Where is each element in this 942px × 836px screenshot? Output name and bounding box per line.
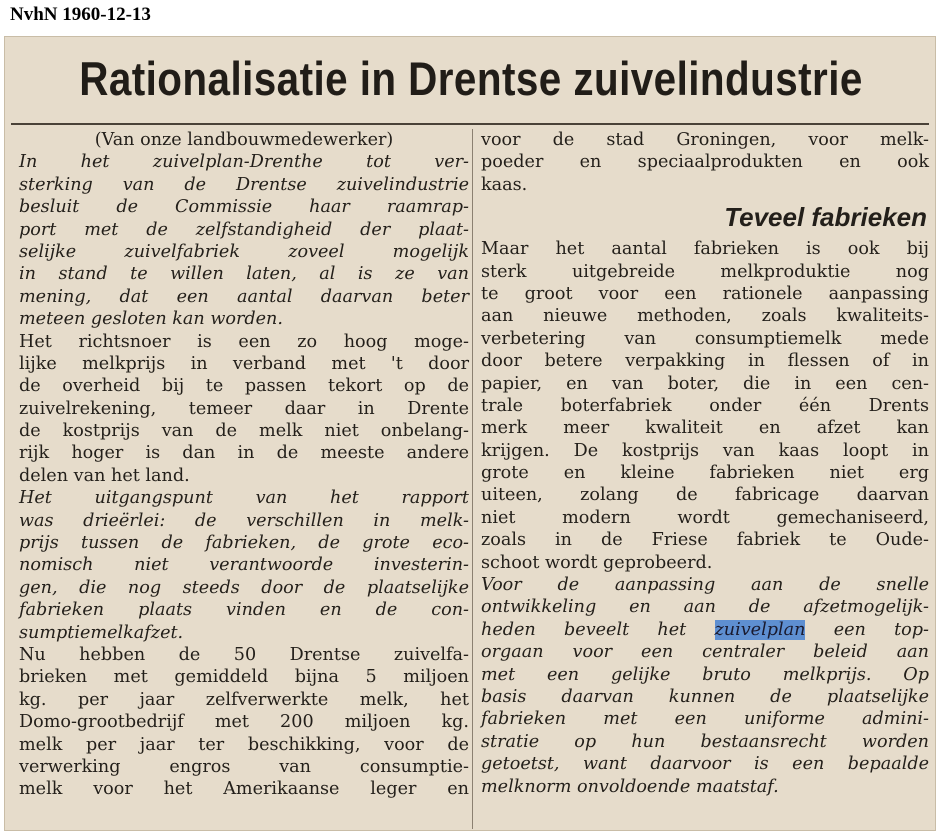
text-line: brieken met gemiddeld bijna 5 miljoen — [19, 667, 469, 688]
text-line: selijke zuivelfabriek zoveel mogelijk — [19, 241, 469, 262]
text-line: nomisch niet verantwoorde investerin- — [19, 555, 469, 576]
text-line: gen, die nog steeds door de plaatselijke — [19, 577, 469, 598]
text-line: door betere verpakking in flessen of in — [481, 351, 929, 372]
headline-rule — [11, 123, 929, 125]
text-fragment: een top- — [805, 619, 929, 640]
text-line: basis daarvan kunnen de plaatselijke — [481, 686, 929, 707]
text-line: niet modern wordt gemechaniseerd, — [481, 507, 929, 528]
subheading: Teveel fabrieken — [724, 202, 927, 233]
highlighted-term: zuivelplan — [714, 619, 806, 640]
text-line: prijs tussen de fabrieken, de grote eco- — [19, 533, 469, 554]
text-line: getoetst, want daarvoor is een bepaalde — [481, 754, 929, 775]
text-line: in stand te willen laten, al is ze van — [19, 264, 469, 285]
text-line: merk meer kwaliteit en afzet kan — [481, 418, 929, 439]
right-column-intro — [481, 129, 929, 196]
text-line: In het zuivelplan-Drenthe tot ver- — [19, 152, 469, 173]
text-line: melknorm onvoldoende maatstaf. — [481, 776, 779, 797]
text-line: sumptiemelkafzet. — [19, 622, 184, 643]
article-column-left — [19, 129, 469, 801]
text-line: orgaan voor een centraler beleid aan — [481, 642, 929, 663]
text-line: kg. per jaar zelfverwerkte melk, het — [19, 689, 469, 710]
text-line: krijgen. De kostprijs van kaas loopt in — [481, 440, 929, 461]
text-line: zuivelrekening, temeer daar in Drente — [19, 398, 469, 419]
text-line: melk voor het Amerikaanse leger en — [19, 779, 469, 800]
text-line: rijk hoger is dan in de meeste andere — [19, 443, 469, 464]
text-line: Voor de aanpassing aan de snelle — [481, 575, 929, 596]
text-line: was drieërlei: de verschillen in melk- — [19, 510, 469, 531]
text-line: besluit de Commissie haar raamrap- — [19, 197, 469, 218]
text-line: kaas. — [481, 174, 528, 195]
text-line: zoals in de Friese fabriek te Oude- — [481, 530, 929, 551]
text-line: trale boterfabriek onder één Drents — [481, 395, 929, 416]
text-line: fabrieken met een uniforme admini- — [481, 709, 929, 730]
text-line: aan nieuwe methoden, zoals kwaliteits- — [481, 306, 929, 327]
text-line: schoot wordt geprobeerd. — [481, 552, 713, 573]
text-line: lijke melkprijs in verband met 't door — [19, 353, 469, 374]
source-label: NvhN 1960-12-13 — [10, 4, 151, 25]
text-line: poeder en speciaalprodukten en ook — [481, 152, 929, 173]
article-column-right — [481, 129, 929, 798]
text-line: te groot voor een rationele aanpassing — [481, 283, 929, 304]
text-line: fabrieken plaats vinden en de con- — [19, 600, 469, 621]
text-line: Domo-grootbedrijf met 200 miljoen kg. — [19, 712, 469, 733]
text-line: Maar het aantal fabrieken is ook bij — [481, 239, 929, 260]
text-line: Nu hebben de 50 Drentse zuivelfa- — [19, 644, 469, 665]
column-divider — [472, 129, 473, 829]
text-line — [481, 619, 929, 641]
newspaper-clipping — [4, 36, 936, 831]
text-line: grote en kleine fabrieken niet erg — [481, 463, 929, 484]
text-line: mening, dat een aantal daarvan beter — [19, 286, 469, 307]
text-line: sterk uitgebreide melkproduktie nog — [481, 261, 929, 282]
text-line: (Van onze landbouwmedewerker) — [94, 130, 394, 150]
text-line: Het richtsnoer is een zo hoog moge- — [19, 331, 469, 352]
text-line: papier, en van boter, die in een cen- — [481, 373, 929, 394]
right-column-body — [481, 238, 929, 798]
text-line: voor de stad Groningen, voor melk- — [481, 130, 929, 150]
text-line: melk per jaar ter beschikking, voor de — [19, 734, 469, 755]
text-line: meteen gesloten kan worden. — [19, 309, 283, 330]
text-fragment: heden beveelt het — [481, 619, 715, 640]
text-line: delen van het land. — [19, 465, 190, 486]
text-line: ontwikkeling en aan de afzetmogelijk- — [481, 597, 929, 618]
article-headline: Rationalisatie in Drentse zuivelindustrie — [79, 52, 863, 105]
text-line: Het uitgangspunt van het rapport — [19, 488, 469, 509]
text-line: de kostprijs van de melk niet onbelang- — [19, 421, 469, 442]
text-line: stratie op hun bestaansrecht worden — [481, 731, 929, 752]
text-line: port met de zelfstandigheid der plaat- — [19, 219, 469, 240]
text-line: uiteen, zolang de fabricage daarvan — [481, 485, 929, 506]
text-line: de overheid bij te passen tekort op de — [19, 376, 469, 397]
text-line: met een gelijke bruto melkprijs. Op — [481, 664, 929, 685]
text-line: verbetering van consumptiemelk mede — [481, 328, 929, 349]
text-line: sterking van de Drentse zuivelindustrie — [19, 174, 469, 195]
text-line: verwerking engros van consumptie- — [19, 756, 469, 777]
